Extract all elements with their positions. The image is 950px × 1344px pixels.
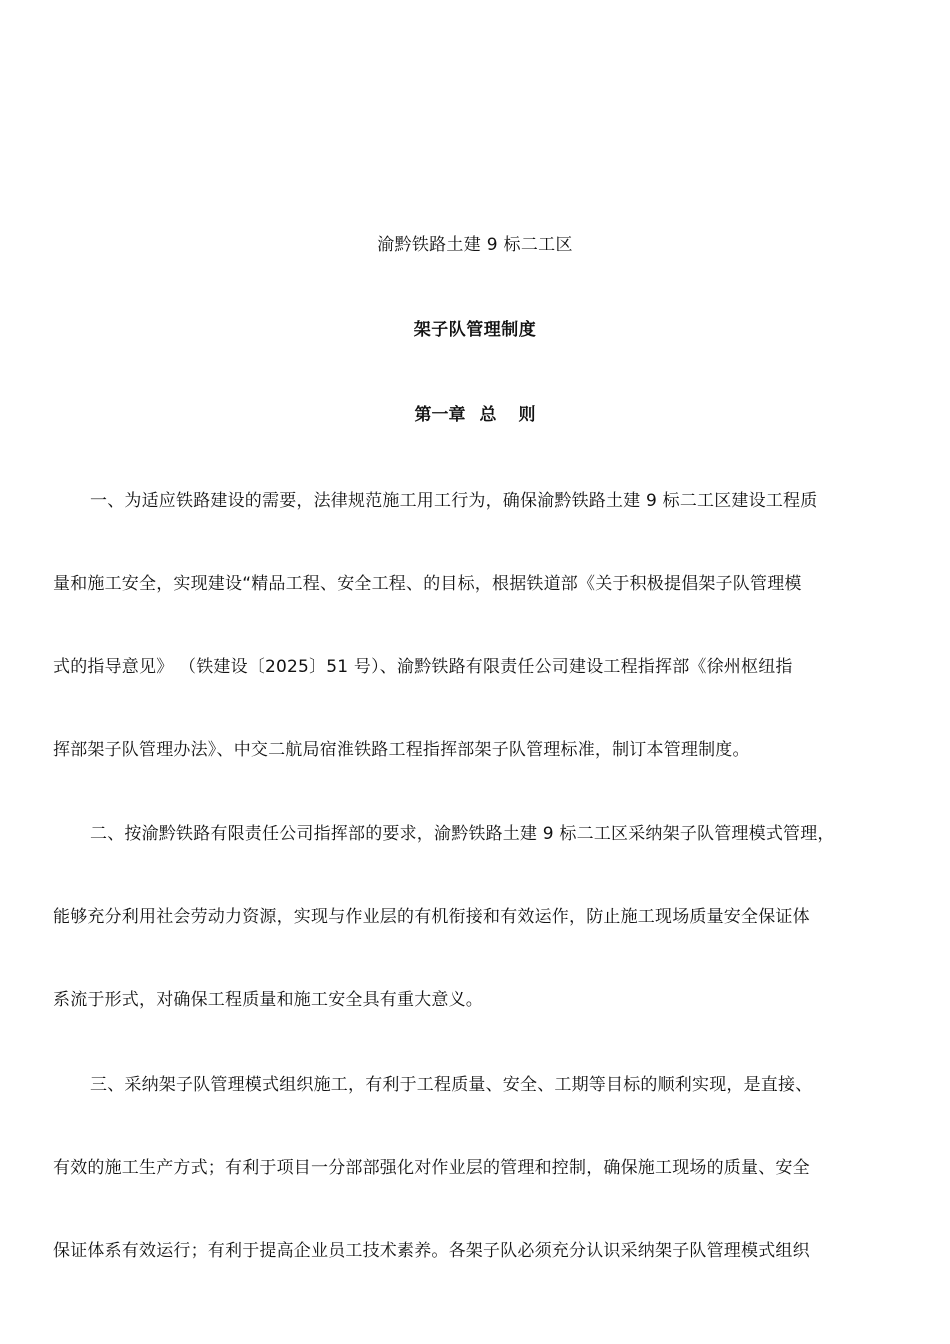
paragraph-1-line-2: 量和施工安全，实现建设“精品工程、安全工程、的目标，根据铁道部《关于积极提倡架子队管理模	[53, 574, 802, 594]
paragraph-3-line-3: 保证体系有效运行；有利于提高企业员工技术素养。各架子队必须充分认识采纳架子队管理模式组织	[53, 1241, 810, 1261]
paragraph-2-line-2: 能够充分利用社会劳动力资源，实现与作业层的有机衔接和有效运作，防止施工现场质量安全保证体	[53, 907, 810, 927]
paragraph-2-line-3: 系流于形式，对确保工程质量和施工安全具有重大意义。	[53, 990, 483, 1010]
chapter-number: 第一章	[414, 405, 466, 425]
paragraph-1-line-3: 式的指导意见》 （铁建设〔2025〕51 号）、渝黔铁路有限责任公司建设工程指挥部《徐州枢纽指	[53, 657, 793, 677]
paragraph-3-line-2: 有效的施工生产方式；有利于项目一分部部强化对作业层的管理和控制，确保施工现场的质量、安全	[53, 1158, 810, 1178]
paragraph-2-line-1: 二、按渝黔铁路有限责任公司指挥部的要求，渝黔铁路土建 9 标二工区采纳架子队管理模式管理，	[90, 824, 835, 844]
paragraph-1-line-1: 一、为适应铁路建设的需要，法律规范施工用工行为，确保渝黔铁路土建 9 标二工区建设工程质	[90, 491, 818, 511]
document-title: 架子队管理制度	[413, 320, 537, 340]
chapter-heading	[0, 403, 950, 427]
chapter-title-char-2: 则	[518, 405, 536, 425]
paragraph-3-line-1: 三、采纳架子队管理模式组织施工，有利于工程质量、安全、工期等目标的顺利实现，是直接、	[90, 1075, 813, 1095]
chapter-title-char-1: 总	[479, 405, 497, 425]
organization-line: 渝黔铁路土建 9 标二工区	[377, 235, 573, 255]
paragraph-1-line-4: 挥部架子队管理办法》、中交二航局宿淮铁路工程指挥部架子队管理标准，制订本管理制度。	[53, 740, 750, 760]
